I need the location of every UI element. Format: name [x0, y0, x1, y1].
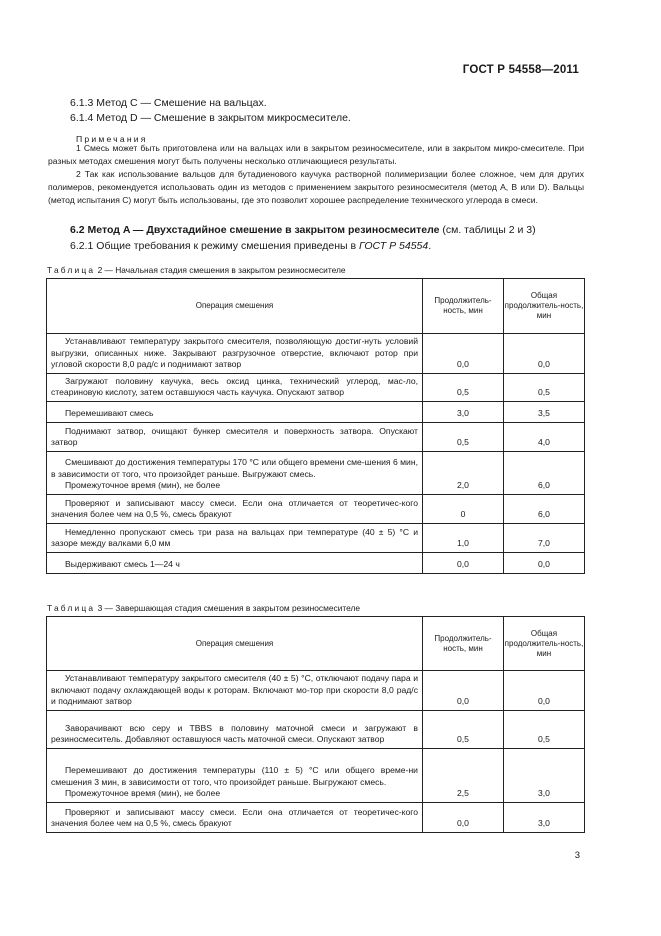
table2-col-duration: Продолжитель-ность, мин [423, 279, 504, 334]
table3-col-operation: Операция смешения [47, 617, 423, 671]
table3-caption [47, 603, 360, 613]
section-6-1-4: 6.1.4 Метод D — Смешение в закрытом микросмесителе. [70, 112, 351, 124]
table2-row5-total: 6,0 [504, 451, 585, 494]
table3-title: 3 — Завершающая стадия смешения в закрытом резиносмесителе [95, 603, 361, 613]
section-6-1-3: 6.1.3 Метод C — Смешение на вальцах. [70, 97, 267, 109]
note-1: 1 Смесь может быть приготовлена или на вальцах или в закрытом резиносмесителе, или в закрытом микро-смесителе. При разных методах смешения могут быть получены несколько отличающиеся результаты. [48, 143, 584, 166]
table2-row1-dur: 0,0 [423, 334, 504, 374]
table-row [47, 552, 585, 573]
table2-row4-dur: 0,5 [423, 422, 504, 451]
table2-row3-dur: 3,0 [423, 401, 504, 422]
note-2: 2 Так как использование вальцов для бутадиенового каучука растворной полимеризации более сложное, чем для других полимеров, рекомендуется использовать один из методов с применением закрытого резиносмесителя (метод A, B или D). Вальцы (метод испытания C) могут быть использованы, где это позволит хорошее распределение технического углерода в смеси. [48, 169, 584, 205]
table2-row8-dur: 0,0 [423, 552, 504, 573]
table-2 [46, 278, 585, 574]
table-row [47, 451, 585, 494]
table3-label: Таблица [47, 603, 96, 613]
table2-row6-op: Проверяют и записывают массу смеси. Если она отличается от теоретичес-кого значения более чем на 0,5 %, смесь бракуют [47, 494, 423, 523]
table3-row1-total: 0,0 [504, 671, 585, 711]
table3-row4-total: 3,0 [504, 802, 585, 832]
table2-label: Таблица [47, 265, 96, 275]
gost-reference-link: ГОСТ Р 54554 [359, 240, 429, 252]
table2-row2-op: Загружают половину каучука, весь оксид цинка, технический углерод, мас-ло, стеариновую кислоту, затем оставшуюся часть каучука. Опускают затвор [47, 373, 423, 401]
table-row [47, 401, 585, 422]
table-row [47, 494, 585, 523]
table3-row1-dur: 0,0 [423, 671, 504, 711]
table2-row6-dur: 0 [423, 494, 504, 523]
table3-col-duration: Продолжитель-ность, мин [423, 617, 504, 671]
section-6-2-heading [70, 224, 536, 236]
table2-header-row [47, 279, 585, 334]
table2-row8-op: Выдерживают смесь 1—24 ч [47, 552, 423, 573]
table2-row5-op: Смешивают до достижения температуры 170 °С или общего времени сме-шения 6 мин, в зависимости от того, что произойдет раньше. Выгружают смесь. Промежуточное время (мин), не более [47, 451, 423, 494]
notes-title: Примечания [76, 134, 148, 144]
table2-row1-total: 0,0 [504, 334, 585, 374]
table-row [47, 671, 585, 711]
page-number: 3 [574, 850, 580, 861]
table2-row5-dur: 2,0 [423, 451, 504, 494]
table3-row3-total: 3,0 [504, 748, 585, 802]
table2-row2-total: 0,5 [504, 373, 585, 401]
section-6-2-1-text: 6.2.1 Общие требования к режиму смешения приведены в [70, 240, 359, 252]
section-6-2-1-end: . [428, 240, 432, 252]
table3-col-total: Общая продолжитель-ность, мин [504, 617, 585, 671]
table-row [47, 373, 585, 401]
document-id: ГОСТ Р 54558—2011 [462, 64, 579, 76]
section-6-2-heading-tail: (см. таблицы 2 и 3) [439, 224, 536, 236]
table3-row4-dur: 0,0 [423, 802, 504, 832]
table-row [47, 334, 585, 374]
table3-header-row [47, 617, 585, 671]
table-row [47, 422, 585, 451]
table3-row4-op: Проверяют и записывают массу смеси. Если она отличается от теоретичес-кого значения более чем на 0,5 %, смесь бракуют [47, 802, 423, 832]
table-row [47, 523, 585, 552]
table2-row6-total: 6,0 [504, 494, 585, 523]
table-row [47, 802, 585, 832]
table2-row4-total: 4,0 [504, 422, 585, 451]
table2-caption [47, 265, 346, 275]
table2-row8-total: 0,0 [504, 552, 585, 573]
table2-col-operation: Операция смешения [47, 279, 423, 334]
table-row [47, 748, 585, 802]
table2-row4-op: Поднимают затвор, очищают бункер смесителя и поверхность затвора. Опускают затвор [47, 422, 423, 451]
table3-row2-dur: 0,5 [423, 710, 504, 748]
section-6-2-heading-bold: 6.2 Метод A — Двухстадийное смешение в закрытом резиносмесителе [70, 224, 440, 236]
table2-row7-dur: 1,0 [423, 523, 504, 552]
table3-row2-op: Заворачивают всю серу и TBBS в половину маточной смеси и загружают в резиносмеситель. Добавляют оставшуюся часть маточной смеси. Опускают затвор [47, 710, 423, 748]
table3-row2-total: 0,5 [504, 710, 585, 748]
table3-row3-op: Перемешивают до достижения температуры (110 ± 5) °С или общего време-ни смешения 3 мин, в зависимости от того, что произойдет раньше. Выгружают смесь. Промежуточное время (мин), не более [47, 748, 423, 802]
table2-row2-dur: 0,5 [423, 373, 504, 401]
table3-row1-op: Устанавливают температуру закрытого смесителя (40 ± 5) °С, отключают подачу пара и включают подачу охлаждающей воды к роторам. Включают мо-тор при скорости 8,0 рад/с и поднимают затвор [47, 671, 423, 711]
table2-title: 2 — Начальная стадия смешения в закрытом резиносмесителе [95, 265, 346, 275]
table2-row7-op: Немедленно пропускают смесь три раза на вальцах при температуре (40 ± 5) °С и зазоре между валками 6,0 мм [47, 523, 423, 552]
table2-row3-op: Перемешивают смесь [47, 401, 423, 422]
table2-col-total: Общая продолжитель-ность, мин [504, 279, 585, 334]
section-6-2-1 [70, 240, 431, 252]
table2-row7-total: 7,0 [504, 523, 585, 552]
table2-row1-op: Устанавливают температуру закрытого смесителя, позволяющую достиг-нуть условий выгрузки, описанных ниже. Закрывают разгрузочное отверстие, включают ротор при угловой скорости 8,0 рад/с и поднимают затвор [47, 334, 423, 374]
table3-row3-dur: 2,5 [423, 748, 504, 802]
table2-row3-total: 3,5 [504, 401, 585, 422]
table-row [47, 710, 585, 748]
table-3 [46, 616, 585, 833]
